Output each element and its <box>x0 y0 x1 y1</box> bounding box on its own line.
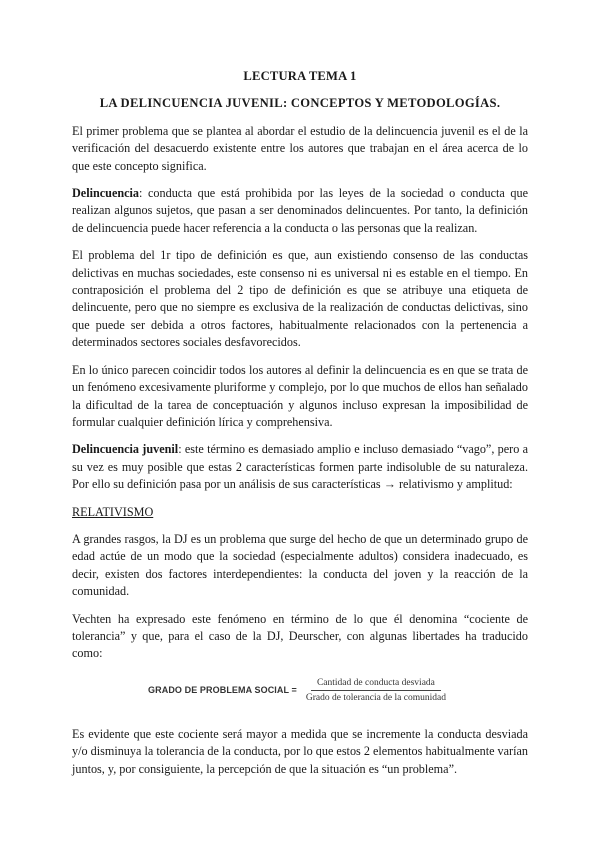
paragraph-intro: El primer problema que se plantea al abordar el estudio de la delincuencia juvenil es el de la verificación del desacuerdo existente entre los autores que trabajan en el área acerca de lo que este concepto significa. <box>72 123 528 173</box>
term-delincuencia: Delincuencia <box>72 186 140 201</box>
formula-denominator: Grado de tolerancia de la comunidad <box>305 692 446 703</box>
formula-fraction <box>300 677 452 704</box>
formula-label: GRADO DE PROBLEMA SOCIAL = <box>148 684 297 695</box>
paragraph-delincuencia-juvenil <box>72 441 528 493</box>
formula-problema-social <box>72 677 528 704</box>
paragraph-delincuencia-definition <box>72 185 528 237</box>
paragraph-grandes-rasgos: A grandes rasgos, la DJ es un problema que surge del hecho de que un determinado grupo de edad actúe de un modo que la sociedad (especialmente adultos) considera inadecuado, es decir, existen dos factores interdependientes: la conducta del joven y la reacción de la comunidad. <box>72 531 528 599</box>
delincuencia-juvenil-text: : este término es demasiado amplio e incluso demasiado “vago”, pero a su vez es muy posible que estas 2 características formen parte indisoluble de su naturaleza. Por ello su definición pasa por un análisis de sus características → relativismo y amplitud: <box>72 442 528 492</box>
paragraph-conclusion: Es evidente que este cociente será mayor a medida que se incremente la conducta desviada y/o disminuya la tolerancia de la conducta, por lo que estos 2 elementos habitualmente varían juntos, y, por consiguiente, la percepción de que la situación es “un problema”. <box>72 726 528 776</box>
term-delincuencia-juvenil: Delincuencia juvenil <box>72 442 179 457</box>
document-title: LECTURA TEMA 1 <box>243 69 357 83</box>
paragraph-coincidencia: En lo único parecen coincidir todos los autores al definir la delincuencia es en que se trata de un fenómeno excesivamente pluriforme y complejo, por lo que muchos de ellos han señalado la dificultad de la tarea de conceptuación y algunos incluso expresan la imposibilidad de formular cualquier definición lírica y comprehensiva. <box>72 362 528 429</box>
paragraph-problema-definicion: El problema del 1r tipo de definición es que, aun existiendo consenso de las conductas delictivas en muchas sociedades, este consenso ni es universal ni es estable en el tiempo. En contraposición el problema del 2 tipo de definición es que se atribuye una etiqueta de delincuente, pero que no siempre es exclusiva de la realización de conductas delictivas, sino que puede ser debida a otros factores, habitualmente relacionados con la pertenencia a determinados sectores sociales desfavorecidos. <box>72 248 528 350</box>
section-heading-relativismo: RELATIVISMO <box>72 504 154 519</box>
formula-numerator: Cantidad de conducta desviada <box>311 677 441 691</box>
delincuencia-definition-text: : conducta que está prohibida por las leyes de la sociedad o conducta que realizan algunos sujetos, que pasan a ser denominados delincuentes. Por tanto, la definición de delincuencia puede hacer referencia a la conducta o las personas que la realizan. <box>72 186 528 235</box>
document-subtitle: LA DELINCUENCIA JUVENIL: CONCEPTOS Y METODOLOGÍAS. <box>99 96 501 111</box>
paragraph-vechten: Vechten ha expresado este fenómeno en término de lo que él denomina “cociente de tolerancia” y que, para el caso de la DJ, Deurscher, con algunas libertades ha traducido como: <box>72 611 528 661</box>
